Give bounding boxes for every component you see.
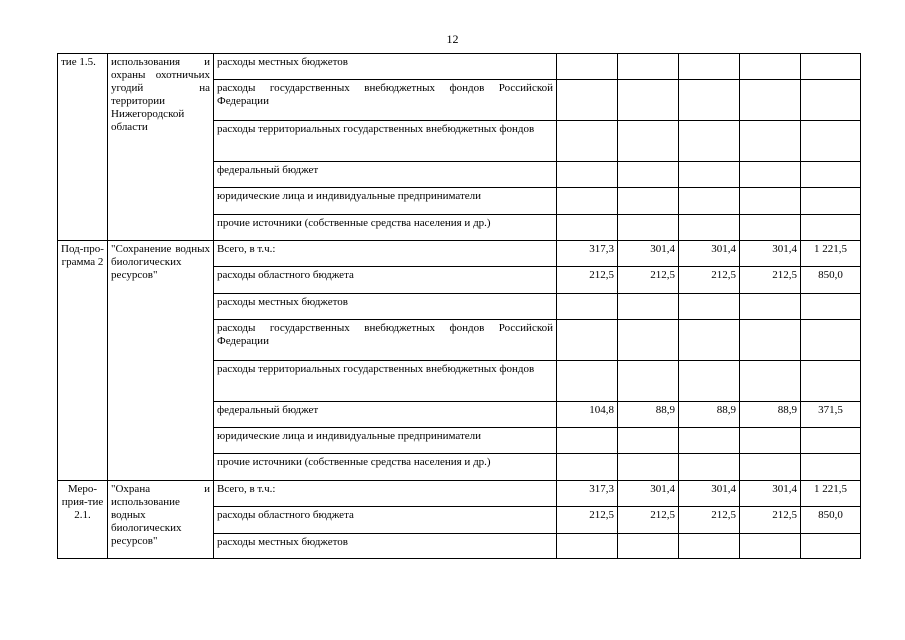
year-value-cell bbox=[557, 54, 618, 80]
year-value-cell bbox=[679, 80, 740, 121]
year-value-cell bbox=[740, 454, 801, 481]
year-value-cell bbox=[618, 121, 679, 162]
year-value-cell bbox=[740, 188, 801, 215]
year-value-cell bbox=[618, 534, 679, 559]
funding-source-cell: прочие источники (собственные средства населения и др.) bbox=[214, 454, 557, 481]
year-value-cell bbox=[557, 454, 618, 481]
year-value-cell bbox=[618, 162, 679, 188]
total-value-cell bbox=[801, 121, 861, 162]
total-value-cell bbox=[801, 320, 861, 361]
year-value-cell bbox=[679, 54, 740, 80]
total-value-cell bbox=[801, 215, 861, 241]
funding-source-cell: юридические лица и индивидуальные предприниматели bbox=[214, 428, 557, 454]
table-row bbox=[58, 241, 861, 267]
year-value-cell bbox=[618, 54, 679, 80]
year-value-cell bbox=[618, 361, 679, 402]
total-value-cell: 850,0 bbox=[801, 267, 861, 294]
year-value-cell bbox=[679, 121, 740, 162]
year-value-cell bbox=[557, 320, 618, 361]
year-value-cell bbox=[679, 215, 740, 241]
funding-source-cell: расходы государственных внебюджетных фондов Российской Федерации bbox=[214, 320, 557, 361]
year-value-cell bbox=[740, 80, 801, 121]
year-value-cell bbox=[679, 294, 740, 320]
program-name-cell: использования и охраны охотничьих угодий на территории Нижегородской области bbox=[108, 54, 214, 241]
year-value-cell bbox=[618, 80, 679, 121]
year-value-cell bbox=[679, 454, 740, 481]
year-value-cell bbox=[557, 361, 618, 402]
total-value-cell bbox=[801, 188, 861, 215]
year-value-cell: 104,8 bbox=[557, 402, 618, 428]
year-value-cell: 317,3 bbox=[557, 481, 618, 507]
program-code-cell: Под-про-грамма 2 bbox=[58, 241, 108, 481]
funding-source-cell: расходы местных бюджетов bbox=[214, 54, 557, 80]
year-value-cell bbox=[618, 188, 679, 215]
year-value-cell: 212,5 bbox=[557, 507, 618, 534]
year-value-cell bbox=[679, 428, 740, 454]
total-value-cell bbox=[801, 80, 861, 121]
year-value-cell: 212,5 bbox=[679, 267, 740, 294]
table-row bbox=[58, 54, 861, 80]
year-value-cell bbox=[618, 320, 679, 361]
total-value-cell bbox=[801, 428, 861, 454]
program-name-cell: "Сохранение водных биологических ресурсов" bbox=[108, 241, 214, 481]
year-value-cell: 212,5 bbox=[618, 507, 679, 534]
year-value-cell bbox=[679, 320, 740, 361]
year-value-cell bbox=[740, 162, 801, 188]
funding-source-cell: Всего, в т.ч.: bbox=[214, 241, 557, 267]
year-value-cell bbox=[557, 215, 618, 241]
year-value-cell bbox=[740, 320, 801, 361]
year-value-cell bbox=[618, 215, 679, 241]
year-value-cell: 301,4 bbox=[618, 481, 679, 507]
year-value-cell bbox=[557, 121, 618, 162]
year-value-cell: 88,9 bbox=[740, 402, 801, 428]
year-value-cell bbox=[618, 454, 679, 481]
year-value-cell bbox=[618, 428, 679, 454]
program-code-cell: Меро-прия-тие 2.1. bbox=[58, 481, 108, 559]
total-value-cell: 850,0 bbox=[801, 507, 861, 534]
year-value-cell: 88,9 bbox=[618, 402, 679, 428]
total-value-cell bbox=[801, 54, 861, 80]
year-value-cell bbox=[557, 162, 618, 188]
year-value-cell: 301,4 bbox=[740, 481, 801, 507]
funding-source-cell: прочие источники (собственные средства населения и др.) bbox=[214, 215, 557, 241]
total-value-cell: 1 221,5 bbox=[801, 241, 861, 267]
year-value-cell bbox=[679, 188, 740, 215]
funding-source-cell: Всего, в т.ч.: bbox=[214, 481, 557, 507]
year-value-cell bbox=[740, 428, 801, 454]
year-value-cell: 301,4 bbox=[679, 241, 740, 267]
year-value-cell bbox=[740, 215, 801, 241]
funding-source-cell: расходы местных бюджетов bbox=[214, 534, 557, 559]
funding-source-cell: федеральный бюджет bbox=[214, 162, 557, 188]
year-value-cell bbox=[740, 54, 801, 80]
total-value-cell bbox=[801, 534, 861, 559]
funding-source-cell: расходы местных бюджетов bbox=[214, 294, 557, 320]
table-row bbox=[58, 481, 861, 507]
page-number: 12 bbox=[446, 32, 459, 46]
year-value-cell bbox=[740, 361, 801, 402]
year-value-cell: 301,4 bbox=[618, 241, 679, 267]
year-value-cell bbox=[679, 162, 740, 188]
year-value-cell: 301,4 bbox=[679, 481, 740, 507]
funding-source-cell: расходы областного бюджета bbox=[214, 267, 557, 294]
year-value-cell: 317,3 bbox=[557, 241, 618, 267]
year-value-cell: 212,5 bbox=[679, 507, 740, 534]
total-value-cell bbox=[801, 162, 861, 188]
funding-source-cell: юридические лица и индивидуальные предприниматели bbox=[214, 188, 557, 215]
funding-source-cell: расходы территориальных государственных внебюджетных фондов bbox=[214, 361, 557, 402]
year-value-cell bbox=[618, 294, 679, 320]
year-value-cell bbox=[557, 428, 618, 454]
year-value-cell bbox=[557, 534, 618, 559]
funding-source-cell: федеральный бюджет bbox=[214, 402, 557, 428]
funding-source-cell: расходы территориальных государственных внебюджетных фондов bbox=[214, 121, 557, 162]
program-name-cell: "Охрана и использование водных биологических ресурсов" bbox=[108, 481, 214, 559]
program-code-cell: тие 1.5. bbox=[58, 54, 108, 241]
year-value-cell: 212,5 bbox=[618, 267, 679, 294]
year-value-cell bbox=[740, 121, 801, 162]
total-value-cell bbox=[801, 361, 861, 402]
year-value-cell: 88,9 bbox=[679, 402, 740, 428]
total-value-cell bbox=[801, 454, 861, 481]
funding-table bbox=[57, 53, 861, 559]
total-value-cell: 371,5 bbox=[801, 402, 861, 428]
year-value-cell bbox=[557, 80, 618, 121]
funding-source-cell: расходы государственных внебюджетных фондов Российской Федерации bbox=[214, 80, 557, 121]
year-value-cell: 212,5 bbox=[557, 267, 618, 294]
year-value-cell: 212,5 bbox=[740, 507, 801, 534]
year-value-cell bbox=[740, 534, 801, 559]
year-value-cell bbox=[557, 188, 618, 215]
year-value-cell bbox=[679, 534, 740, 559]
year-value-cell bbox=[679, 361, 740, 402]
total-value-cell bbox=[801, 294, 861, 320]
year-value-cell bbox=[740, 294, 801, 320]
year-value-cell bbox=[557, 294, 618, 320]
funding-source-cell: расходы областного бюджета bbox=[214, 507, 557, 534]
total-value-cell: 1 221,5 bbox=[801, 481, 861, 507]
year-value-cell: 212,5 bbox=[740, 267, 801, 294]
year-value-cell: 301,4 bbox=[740, 241, 801, 267]
